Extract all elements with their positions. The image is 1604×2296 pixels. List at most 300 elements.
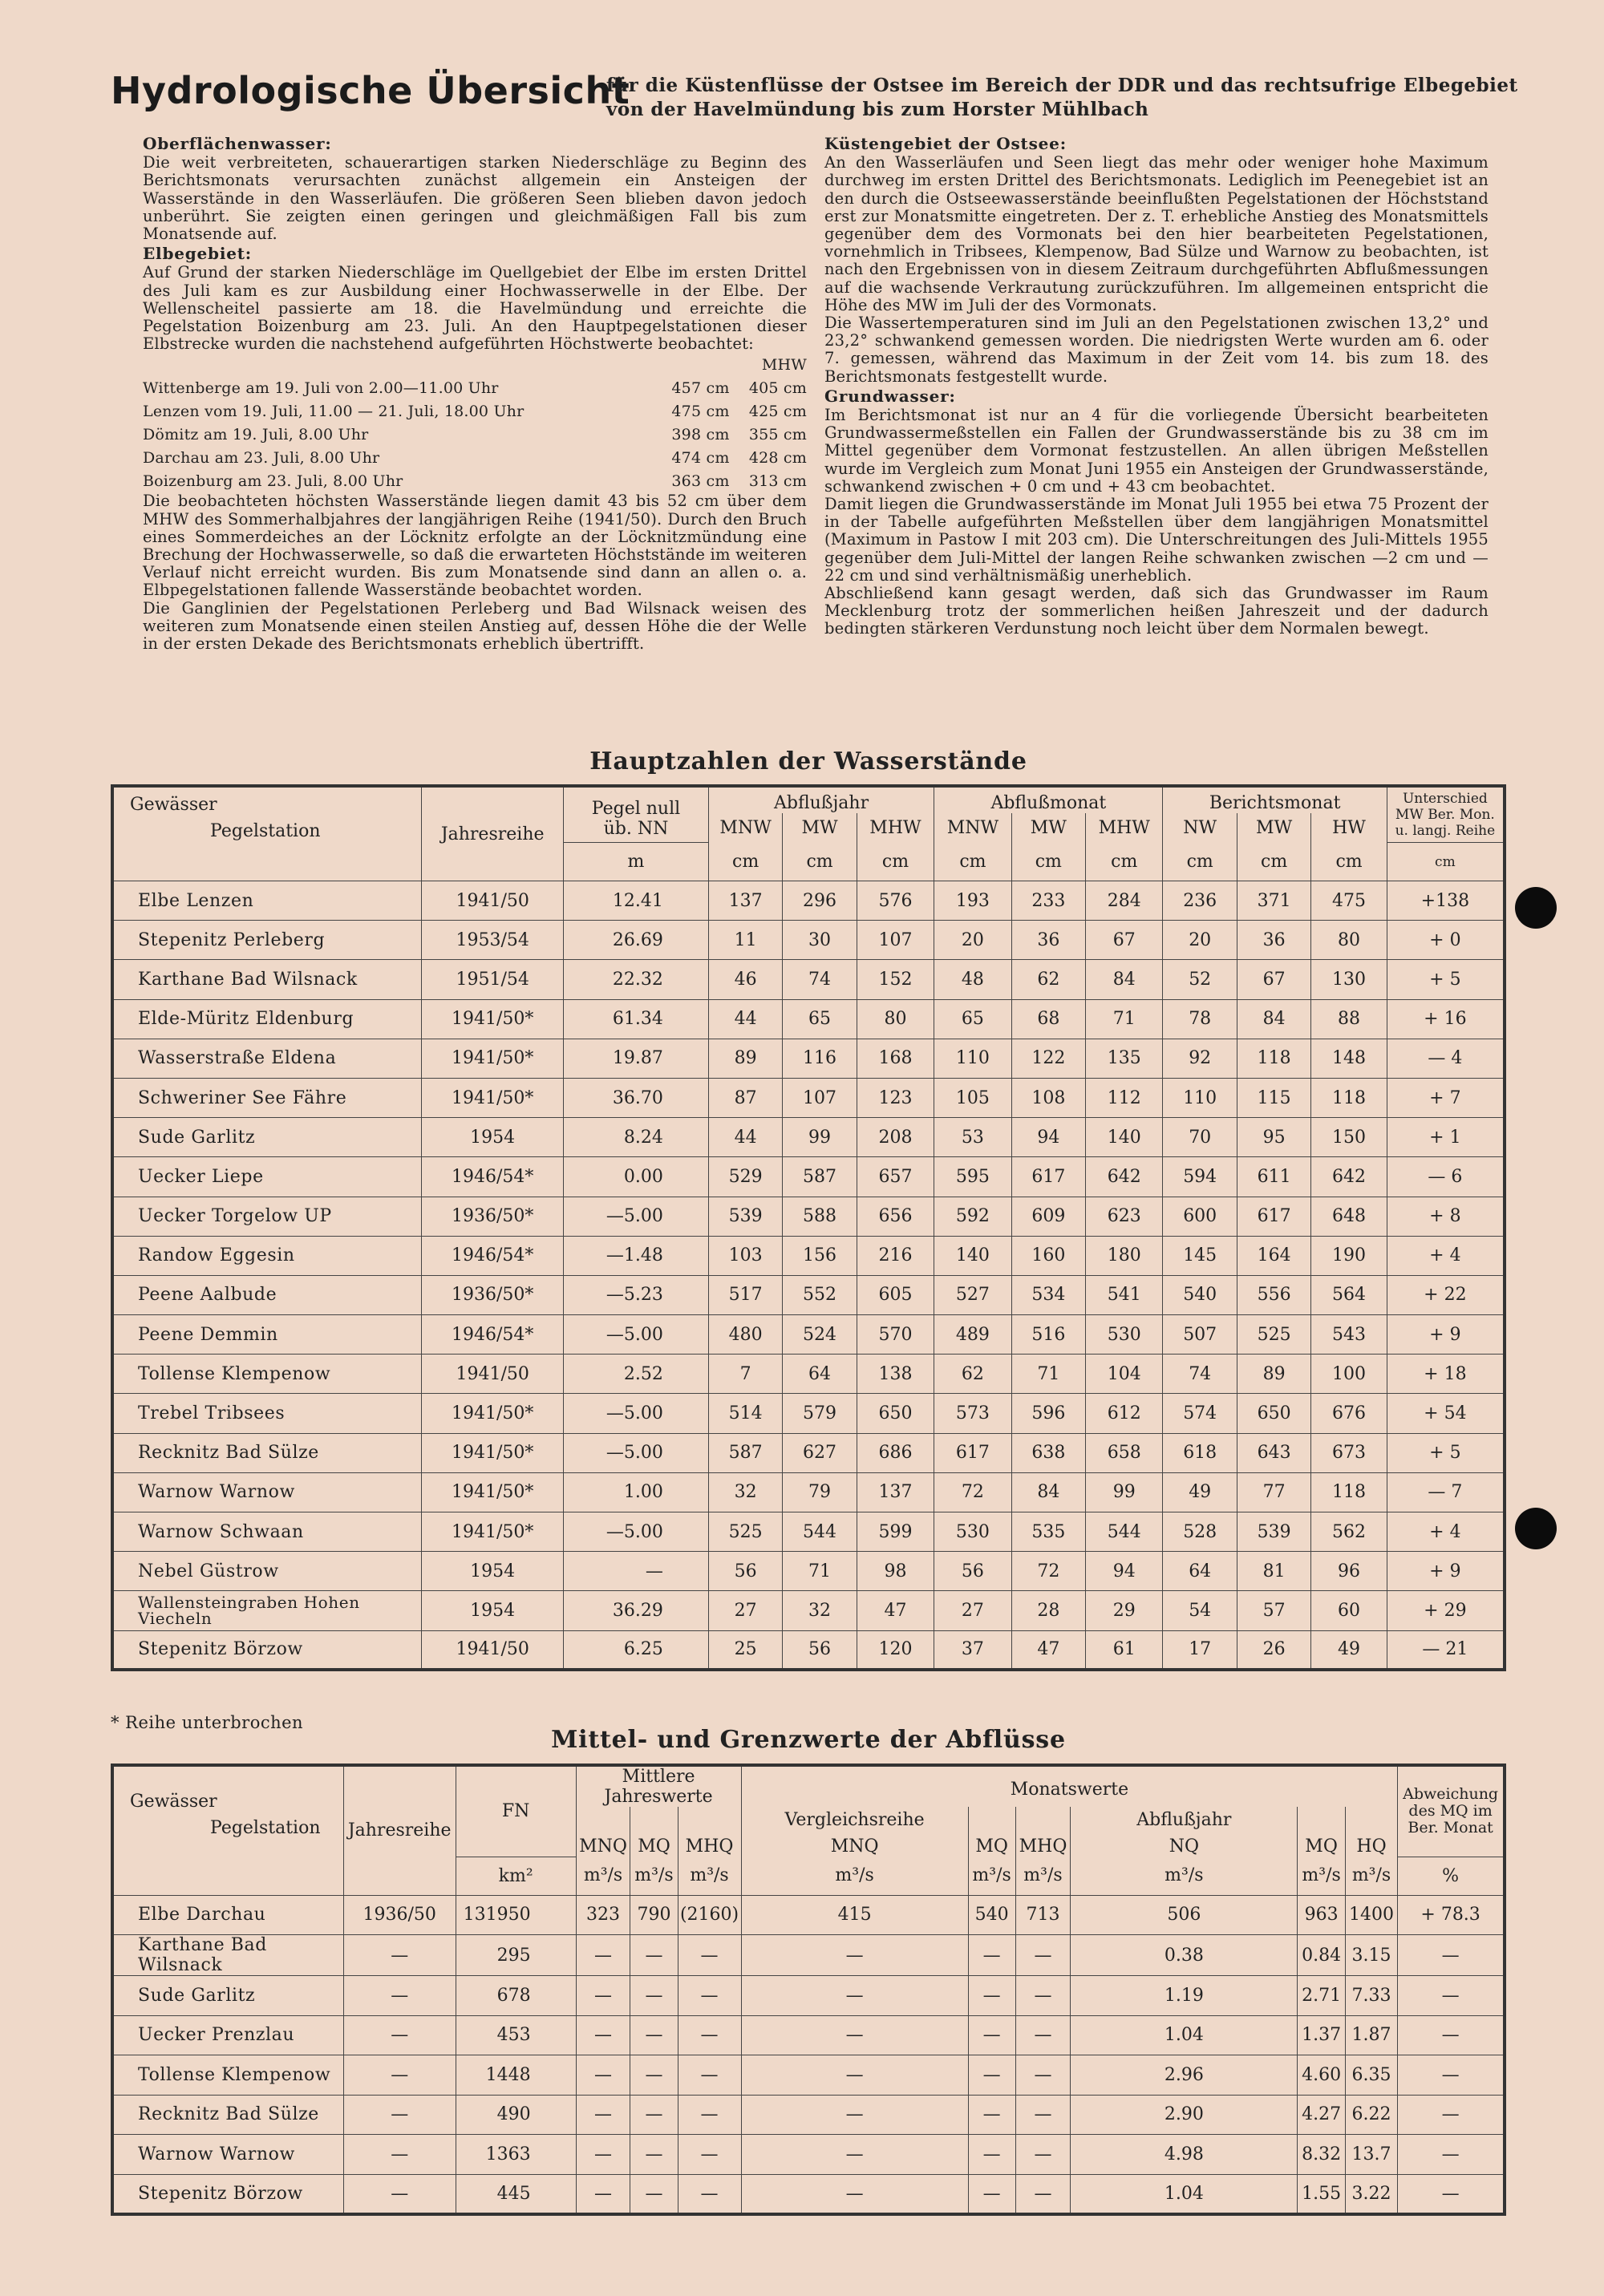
value-cell: 164 [1237,1236,1310,1275]
value-cell: 123 [857,1078,934,1117]
pegel-null: —5.00 [564,1315,709,1355]
value-cell: 11 [708,921,782,960]
value-cell: 3.15 [1345,1935,1397,1976]
table-row [112,1895,1505,1935]
value-cell: 642 [1311,1157,1387,1197]
value-cell: — [576,2135,630,2175]
jahresreihe: — [343,1935,456,1976]
header-monatswerte: Monatswerte [741,1765,1398,1807]
header-sub-label: NQ [1169,1836,1199,1857]
value-cell: 544 [1086,1512,1163,1552]
value-cell: — [678,2095,741,2135]
value-cell: 71 [783,1552,857,1591]
value-cell: 596 [1011,1394,1085,1433]
table-row [112,1157,1505,1197]
difference-cell: — [1398,2095,1505,2135]
value-cell: 323 [576,1895,630,1935]
station-name: Peene Demmin [112,1315,422,1355]
station-name: Trebel Tribsees [112,1394,422,1433]
jahresreihe: 1941/50* [422,999,564,1039]
station-name: Recknitz Bad Sülze [112,1433,422,1472]
value-cell: 92 [1163,1039,1237,1078]
table-row [112,960,1505,999]
peak-mhw: 355 cm [748,425,807,443]
table-row [112,1315,1505,1355]
table-row [112,921,1505,960]
value-cell: 137 [708,881,782,921]
value-cell: 74 [1163,1355,1237,1394]
difference-cell: + 8 [1387,1197,1505,1236]
value-cell: 180 [1086,1236,1163,1275]
header-unit: m³/s [1015,1857,1071,1895]
peak-station: Lenzen vom 19. Juli, 11.00 — 21. Juli, 18.00 Uhr [143,402,525,420]
pegel-null: 22.32 [564,960,709,999]
difference-cell: — [1398,2174,1505,2214]
pegel-null: 2.52 [564,1355,709,1394]
value-cell: 104 [1086,1355,1163,1394]
value-cell: 32 [708,1472,782,1512]
header-sub-mnw: MNW [708,813,782,842]
value-cell: 74 [783,960,857,999]
value-cell: 517 [708,1275,782,1314]
station-name: Elbe Lenzen [112,881,422,921]
value-cell: 612 [1086,1394,1163,1433]
value-cell: 415 [741,1895,968,1935]
fn-area: 453 [456,2015,576,2055]
paragraph: An den Wasserläufen und Seen liegt das mehr oder weniger hohe Maximum durchweg im ersten Drittel des Berichtsmonats. Lediglich im Peenegebiet ist an den durch die Ostseewasserstände beeinflußten Pegelstationen der Höchststand erst zur Monatsmitte eingetreten. Der z. T. erhebliche Anstieg des Monatsmittels gegenüber dem des Vormonats bei den hier bearbeiteten Pegelstationen, vornehmlich in Tribsees, Klempenow, Bad Sülze und Warnow zu beobachten, ist nach den Ergebnissen von in diesem Zeitraum durchgeführten Abflußmessungen auf die wachsende Verkrautung zurückzuführen. Im allgemeinen entspricht die Höhe des MW im Juli der des Vormonats. [824,153,1489,314]
value-cell: 60 [1311,1591,1387,1630]
station-name: Randow Eggesin [112,1236,422,1275]
jahresreihe: 1954 [422,1118,564,1157]
peak-station: Boizenburg am 23. Juli, 8.00 Uhr [143,472,403,490]
header-sub-mnq [576,1807,630,1857]
value-cell: 71 [1011,1355,1085,1394]
value-cell: 84 [1086,960,1163,999]
value-cell: 8.32 [1298,2135,1345,2175]
paragraph: Im Berichtsmonat ist nur an 4 für die vorliegende Übersicht bearbeiteten Grundwassermeßstellen ein Fallen der Grundwasserstände bis zu 38 cm im Mittel gegenüber dem Vormonat festzustellen. An allen übrigen Meßstellen wurde im Vergleich zum Monat Juni 1955 ein Ansteigen der Grundwasserstände, schwankend zwischen + 0 cm und + 43 cm beobachtet. [824,406,1489,496]
value-cell: — [741,1976,968,2016]
value-cell: 65 [783,999,857,1039]
station-name: Karthane Bad Wilsnack [112,960,422,999]
value-cell: 656 [857,1197,934,1236]
value-cell: 81 [1237,1552,1310,1591]
value-cell: 1.55 [1298,2174,1345,2214]
value-cell: 594 [1163,1157,1237,1197]
value-cell: 525 [708,1512,782,1552]
station-name: Stepenitz Perleberg [112,921,422,960]
water-levels-table [111,784,1506,1671]
difference-cell: + 7 [1387,1078,1505,1117]
header-sub-nq [1071,1807,1298,1857]
value-cell: — [1015,2174,1071,2214]
value-cell: 552 [783,1275,857,1314]
heading-oberflaechenwasser: Oberflächenwasser: [143,134,332,153]
station-name: Stepenitz Börzow [112,1630,422,1670]
jahresreihe: 1941/50* [422,1078,564,1117]
value-cell: 642 [1086,1157,1163,1197]
value-cell: 529 [708,1157,782,1197]
value-cell: 115 [1237,1078,1310,1117]
value-cell: 137 [857,1472,934,1512]
station-name: Tollense Klempenow [112,2055,343,2096]
station-name: Uecker Prenzlau [112,2015,343,2055]
value-cell: 0.84 [1298,1935,1345,1976]
station-name: Warnow Warnow [112,1472,422,1512]
value-cell: 88 [1311,999,1387,1039]
value-cell: — [741,2015,968,2055]
value-cell: 26 [1237,1630,1310,1670]
value-cell: — [1015,1935,1071,1976]
value-cell: 84 [1011,1472,1085,1512]
value-cell: 148 [1311,1039,1387,1078]
value-cell: 107 [857,921,934,960]
value-cell: 963 [1298,1895,1345,1935]
value-cell: 579 [783,1394,857,1433]
value-cell: 527 [934,1275,1011,1314]
value-cell: 135 [1086,1039,1163,1078]
value-cell: 676 [1311,1394,1387,1433]
value-cell: 71 [1086,999,1163,1039]
jahresreihe: 1941/50* [422,1433,564,1472]
value-cell: 62 [1011,960,1085,999]
value-cell: 48 [934,960,1011,999]
fn-area: 445 [456,2174,576,2214]
peak-value: 475 cm [671,402,730,420]
paragraph: Abschließend kann gesagt werden, daß sich das Grundwasser im Raum Mecklenburg trotz der sommerlichen heißen Jahreszeit und der dadurch bedingten stärkeren Verdunstung noch leicht über dem Normalen bewegt. [824,584,1489,638]
value-cell: — [968,2135,1015,2175]
value-cell: 36 [1237,921,1310,960]
punch-hole [1515,1508,1557,1549]
value-cell: 56 [934,1552,1011,1591]
value-cell: 556 [1237,1275,1310,1314]
value-cell: 80 [1311,921,1387,960]
table-row [112,1078,1505,1117]
value-cell: 564 [1311,1275,1387,1314]
value-cell: 37 [934,1630,1011,1670]
jahresreihe: — [343,2135,456,2175]
value-cell: 105 [934,1078,1011,1117]
value-cell: 152 [857,960,934,999]
table-row [112,1118,1505,1157]
table-row [112,2055,1505,2096]
header-unit: cm [783,843,857,881]
table1-title: Hauptzahlen der Wasserstände [589,747,1027,775]
value-cell: 573 [934,1394,1011,1433]
header-abflussjahr: Abflußjahr [1136,1810,1232,1830]
difference-cell: +138 [1387,881,1505,921]
table-row [112,1197,1505,1236]
jahresreihe: 1941/50 [422,1355,564,1394]
value-cell: — [576,1976,630,2016]
value-cell: 84 [1237,999,1310,1039]
table-row [112,1630,1505,1670]
jahresreihe: — [343,2055,456,2096]
value-cell: — [576,2055,630,2096]
difference-cell: + 1 [1387,1118,1505,1157]
pegel-null: —5.00 [564,1433,709,1472]
value-cell: 1.04 [1071,2174,1298,2214]
pegel-null: 8.24 [564,1118,709,1157]
value-cell: 1400 [1345,1895,1397,1935]
pegel-null: 36.70 [564,1078,709,1117]
value-cell: 140 [934,1236,1011,1275]
value-cell: 673 [1311,1433,1387,1472]
value-cell: — [678,2135,741,2175]
pegel-null: —5.00 [564,1512,709,1552]
value-cell: 535 [1011,1512,1085,1552]
value-cell: 103 [708,1236,782,1275]
value-cell: 562 [1311,1512,1387,1552]
value-cell: 44 [708,999,782,1039]
header-jahresreihe: Jahresreihe [343,1765,456,1895]
value-cell: 89 [1237,1355,1310,1394]
value-cell: 233 [1011,881,1085,921]
value-cell: — [968,2095,1015,2135]
header-unit: m³/s [576,1857,630,1895]
difference-cell: + 9 [1387,1315,1505,1355]
header-pegelstation-label: Pegelstation [210,821,321,841]
header-sub-nw: NW [1163,813,1237,842]
value-cell: 107 [783,1078,857,1117]
station-name: Tollense Klempenow [112,1355,422,1394]
header-unit: cm [857,843,934,881]
header-gewaesser [112,786,422,881]
jahresreihe: 1941/50 [422,1630,564,1670]
value-cell: 2.90 [1071,2095,1298,2135]
station-name: Uecker Torgelow UP [112,1197,422,1236]
pegel-null: 61.34 [564,999,709,1039]
value-cell: 638 [1011,1433,1085,1472]
paragraph: Damit liegen die Grundwasserstände im Monat Juli 1955 bei etwa 75 Prozent der in der Tabelle aufgeführten Meßstellen über dem langjährigen Monatsmittel (Maximum in Pastow I mit 203 cm). Die Unterschreitungen des Juli-Mittels 1955 gegenüber dem Juli-Mittel der langen Reihe schwanken zwischen —2 cm und —22 cm und sind verhältnismäßig unerheblich. [824,495,1489,585]
peak-station: Darchau am 23. Juli, 8.00 Uhr [143,448,380,467]
difference-cell: + 22 [1387,1275,1505,1314]
value-cell: 20 [934,921,1011,960]
value-cell: 7 [708,1355,782,1394]
value-cell: 686 [857,1433,934,1472]
difference-cell: + 29 [1387,1591,1505,1630]
mhw-header: MHW [761,355,807,374]
station-name: Warnow Schwaan [112,1512,422,1552]
value-cell: 70 [1163,1118,1237,1157]
value-cell: 118 [1311,1078,1387,1117]
value-cell: 57 [1237,1591,1310,1630]
difference-cell: + 5 [1387,960,1505,999]
pegel-null: —5.00 [564,1394,709,1433]
value-cell: 1.04 [1071,2015,1298,2055]
value-cell: 47 [1011,1630,1085,1670]
punch-hole [1515,887,1557,929]
value-cell: 64 [783,1355,857,1394]
value-cell: — [678,2055,741,2096]
station-name: Sude Garlitz [112,1976,343,2016]
value-cell: 87 [708,1078,782,1117]
value-cell: 36 [1011,921,1085,960]
header-unit: cm [1237,843,1310,881]
value-cell: — [678,1976,741,2016]
header-sub-label: MNQ [579,1836,627,1857]
pegel-null: 36.29 [564,1591,709,1630]
value-cell: 284 [1086,881,1163,921]
value-cell: 506 [1071,1895,1298,1935]
value-cell: 617 [1237,1197,1310,1236]
value-cell: 1.87 [1345,2015,1397,2055]
value-cell: — [630,2095,678,2135]
station-name: Nebel Güstrow [112,1552,422,1591]
value-cell: 216 [857,1236,934,1275]
value-cell: — [968,2015,1015,2055]
header-sub-mhw: MHW [857,813,934,842]
header-gewaesser [112,1765,343,1895]
difference-cell: — [1398,1976,1505,2016]
value-cell: 4.60 [1298,2055,1345,2096]
heading-elbegebiet: Elbegebiet: [143,244,252,264]
header-unit: m³/s [1071,1857,1298,1895]
value-cell: 72 [934,1472,1011,1512]
difference-cell: + 54 [1387,1394,1505,1433]
table-row [112,1355,1505,1394]
value-cell: 2.71 [1298,1976,1345,2016]
value-cell: 54 [1163,1591,1237,1630]
header-sub-label: MQ [975,1836,1008,1857]
value-cell: 540 [1163,1275,1237,1314]
value-cell: 657 [857,1157,934,1197]
pegel-null: 0.00 [564,1157,709,1197]
value-cell: 1.37 [1298,2015,1345,2055]
value-cell: 541 [1086,1275,1163,1314]
pegel-null: —5.00 [564,1197,709,1236]
value-cell: 116 [783,1039,857,1078]
paragraph: Die Wassertemperaturen sind im Juli an den Pegelstationen zwischen 13,2° und 23,2° schwankend gemessen worden. Die niedrigsten Werte wurden am 6. oder 7. gemessen, während das Maximum in der Zeit vom 14. bis zum 18. des Berichtsmonats festgestellt wurde. [824,314,1489,386]
paragraph: Die Ganglinien der Pegelstationen Perleberg und Bad Wilsnack weisen des weiteren zum Monatsende einen steilen Anstieg auf, dessen Höhe die der Welle in der ersten Dekade des Berichtsmonats erheblich übertrifft. [143,598,807,654]
value-cell: 29 [1086,1591,1163,1630]
value-cell: 296 [783,881,857,921]
value-cell: 592 [934,1197,1011,1236]
header-unit: m³/s [968,1857,1015,1895]
header-gewaesser-label: Gewässer [130,1791,217,1812]
header-sub-mnq [741,1807,968,1857]
pegel-null: 19.87 [564,1039,709,1078]
value-cell: — [576,1935,630,1976]
paragraph: Die beobachteten höchsten Wasserstände liegen damit 43 bis 52 cm über dem MHW des Sommerhalbjahres der langjährigen Reihe (1941/50). Durch den Bruch eines Sommerdeiches an der Löcknitz erfolgte an der Löcknitzmündung eine Brechung der Hochwasserwelle, so daß die erwarteten Höchststände im weiteren Verlauf nicht erreicht wurden. Bis zum Monatsende sind dann an allen o. a. Elbpegelstationen fallende Wasserstände beobachtet worden. [143,492,807,600]
value-cell: 13.7 [1345,2135,1397,2175]
value-cell: 122 [1011,1039,1085,1078]
value-cell: 611 [1237,1157,1310,1197]
value-cell: — [1015,2095,1071,2135]
value-cell: 540 [968,1895,1015,1935]
peak-mhw: 425 cm [748,402,807,420]
peak-station: Wittenberge am 19. Juli von 2.00—11.00 Uhr [143,379,499,397]
table-row [112,1935,1505,1976]
header-sub-mq [1298,1807,1345,1857]
value-cell: 49 [1163,1472,1237,1512]
value-cell: 27 [708,1591,782,1630]
value-cell: 530 [934,1512,1011,1552]
value-cell: 64 [1163,1552,1237,1591]
station-name: Warnow Warnow [112,2135,343,2175]
footnote: * Reihe unterbrochen [111,1713,304,1732]
value-cell: 67 [1086,921,1163,960]
value-cell: 112 [1086,1078,1163,1117]
heading-kuestengebiet: Küstengebiet der Ostsee: [824,134,1067,153]
header-pegel-unit: m [564,843,709,881]
header-sub-hw: HW [1311,813,1387,842]
value-cell: 168 [857,1039,934,1078]
value-cell: 599 [857,1512,934,1552]
header-sub-mhq [678,1807,741,1857]
value-cell: 138 [857,1355,934,1394]
value-cell: 587 [783,1157,857,1197]
difference-cell: — [1398,1935,1505,1976]
value-cell: — [741,2055,968,2096]
header-unit: cm [1011,843,1085,881]
header-mittlere-jahreswerte: Mittlere Jahreswerte [576,1765,741,1807]
value-cell: — [1015,1976,1071,2016]
header-unit: cm [934,843,1011,881]
header-berichtsmonat: Berichtsmonat [1163,786,1387,813]
value-cell: 507 [1163,1315,1237,1355]
value-cell: 99 [783,1118,857,1157]
value-cell: 67 [1237,960,1310,999]
value-cell: 236 [1163,881,1237,921]
value-cell: 3.22 [1345,2174,1397,2214]
table-row [112,2135,1505,2175]
station-name: Recknitz Bad Sülze [112,2095,343,2135]
jahresreihe: — [343,2174,456,2214]
pegel-null: 1.00 [564,1472,709,1512]
value-cell: 160 [1011,1236,1085,1275]
value-cell: 595 [934,1157,1011,1197]
difference-cell: + 78.3 [1398,1895,1505,1935]
header-sub-mnw: MNW [934,813,1011,842]
header-sub-mw: MW [783,813,857,842]
header-jahresreihe: Jahresreihe [422,786,564,881]
station-name: Karthane Bad Wilsnack [112,1935,343,1976]
value-cell: — [741,2174,968,2214]
header-unit: m³/s [1298,1857,1345,1895]
jahresreihe: 1936/50* [422,1275,564,1314]
value-cell: 47 [857,1591,934,1630]
value-cell: 623 [1086,1197,1163,1236]
value-cell: 150 [1311,1118,1387,1157]
table2-title: Mittel- und Grenzwerte der Abflüsse [551,1726,1066,1754]
fn-area: 1448 [456,2055,576,2096]
header-unit: cm [1311,843,1387,881]
jahresreihe: 1954 [422,1552,564,1591]
value-cell: 543 [1311,1315,1387,1355]
fn-area: 295 [456,1935,576,1976]
value-cell: — [630,2174,678,2214]
table-row [112,2174,1505,2214]
jahresreihe: 1953/54 [422,921,564,960]
value-cell: — [630,1935,678,1976]
discharge-table [111,1764,1506,2216]
jahresreihe: 1936/50* [422,1197,564,1236]
value-cell: 609 [1011,1197,1085,1236]
difference-cell: — 7 [1387,1472,1505,1512]
header-sub-label: MHQ [1019,1836,1067,1857]
value-cell: 539 [1237,1512,1310,1552]
value-cell: 2.96 [1071,2055,1298,2096]
pegel-null: 12.41 [564,881,709,921]
jahresreihe: — [343,2095,456,2135]
table-row [112,1394,1505,1433]
value-cell: 587 [708,1433,782,1472]
value-cell: 120 [857,1630,934,1670]
value-cell: 56 [708,1552,782,1591]
table-row [112,2095,1505,2135]
difference-cell: + 18 [1387,1355,1505,1394]
value-cell: 4.98 [1071,2135,1298,2175]
